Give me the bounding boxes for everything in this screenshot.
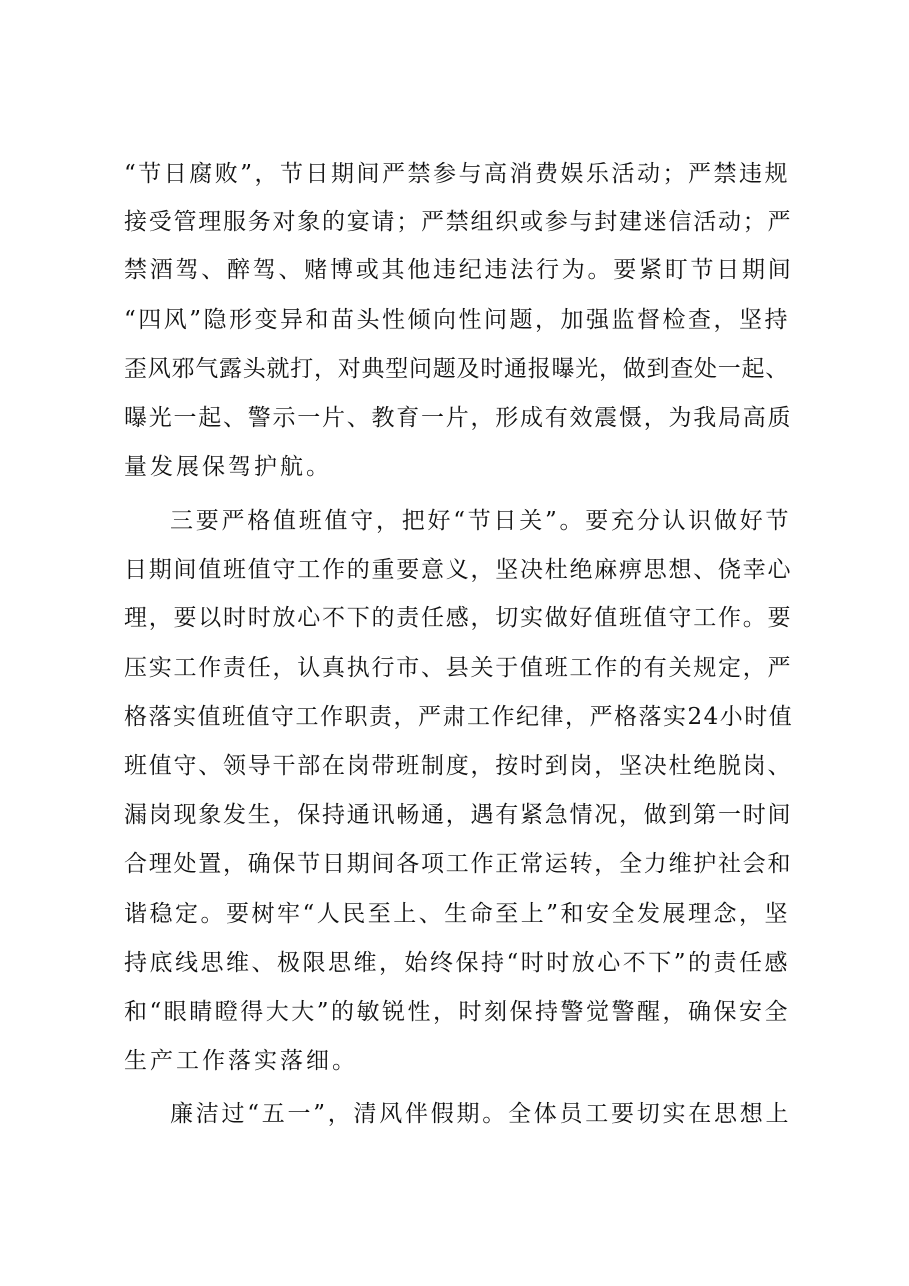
paragraph-2-line-1: 三要严格值班值守，把好“节日关”。要充分认识做好节 — [170, 508, 792, 534]
paragraph-2-line-12: 生产工作落实落细。 — [124, 1048, 358, 1074]
paragraph-2-line-7: 漏岗现象发生，保持通讯畅通，遇有紧急情况，做到第一时间 — [124, 802, 793, 828]
paragraph-3-line-1: 廉洁过“五一”，清风伴假期。全体员工要切实在思想上 — [170, 1101, 792, 1127]
paragraph-1-line-7: 量发展保驾护航。 — [124, 454, 332, 480]
paragraph-2-line-9: 谐稳定。要树牢“人民至上、生命至上”和安全发展理念，坚 — [124, 901, 791, 927]
paragraph-2-line-5: 格落实值班值守工作职责，严肃工作纪律，严格落实24小时值 — [124, 704, 794, 730]
paragraph-2-line-11: 和“眼睛瞪得大大”的敏锐性，时刻保持警觉警醒，确保安全 — [124, 999, 791, 1025]
paragraph-1-line-5: 歪风邪气露头就打，对典型问题及时通报曝光，做到查处一起、 — [124, 356, 789, 382]
paragraph-2-line-4: 压实工作责任，认真执行市、县关于值班工作的有关规定，严 — [124, 655, 793, 681]
paragraph-1-line-4: “四风”隐形变异和苗头性倾向性问题，加强监督检查，坚持 — [124, 307, 791, 333]
paragraph-1-line-6: 曝光一起、警示一片、教育一片，形成有效震慑，为我局高质 — [124, 405, 793, 431]
paragraph-2-line-3: 理，要以时时放心不下的责任感，切实做好值班值守工作。要 — [124, 605, 793, 631]
paragraph-2-line-8: 合理处置，确保节日期间各项工作正常运转，全力维护社会和 — [124, 851, 793, 877]
paragraph-1-line-1: “节日腐败”，节日期间严禁参与高消费娱乐活动；严禁违规 — [124, 161, 791, 187]
paragraph-1-line-2: 接受管理服务对象的宴请；严禁组织或参与封建迷信活动；严 — [124, 209, 793, 235]
paragraph-2-line-10: 持底线思维、极限思维，始终保持“时时放心不下”的责任感 — [124, 950, 791, 976]
paragraph-2-line-2: 日期间值班值守工作的重要意义，坚决杜绝麻痹思想、侥幸心 — [124, 557, 793, 583]
paragraph-1-line-3: 禁酒驾、醉驾、赌博或其他违纪违法行为。要紧盯节日期间 — [124, 257, 794, 283]
paragraph-2-line-6: 班值守、领导干部在岗带班制度，按时到岗，坚决杜绝脱岗、 — [124, 753, 793, 779]
